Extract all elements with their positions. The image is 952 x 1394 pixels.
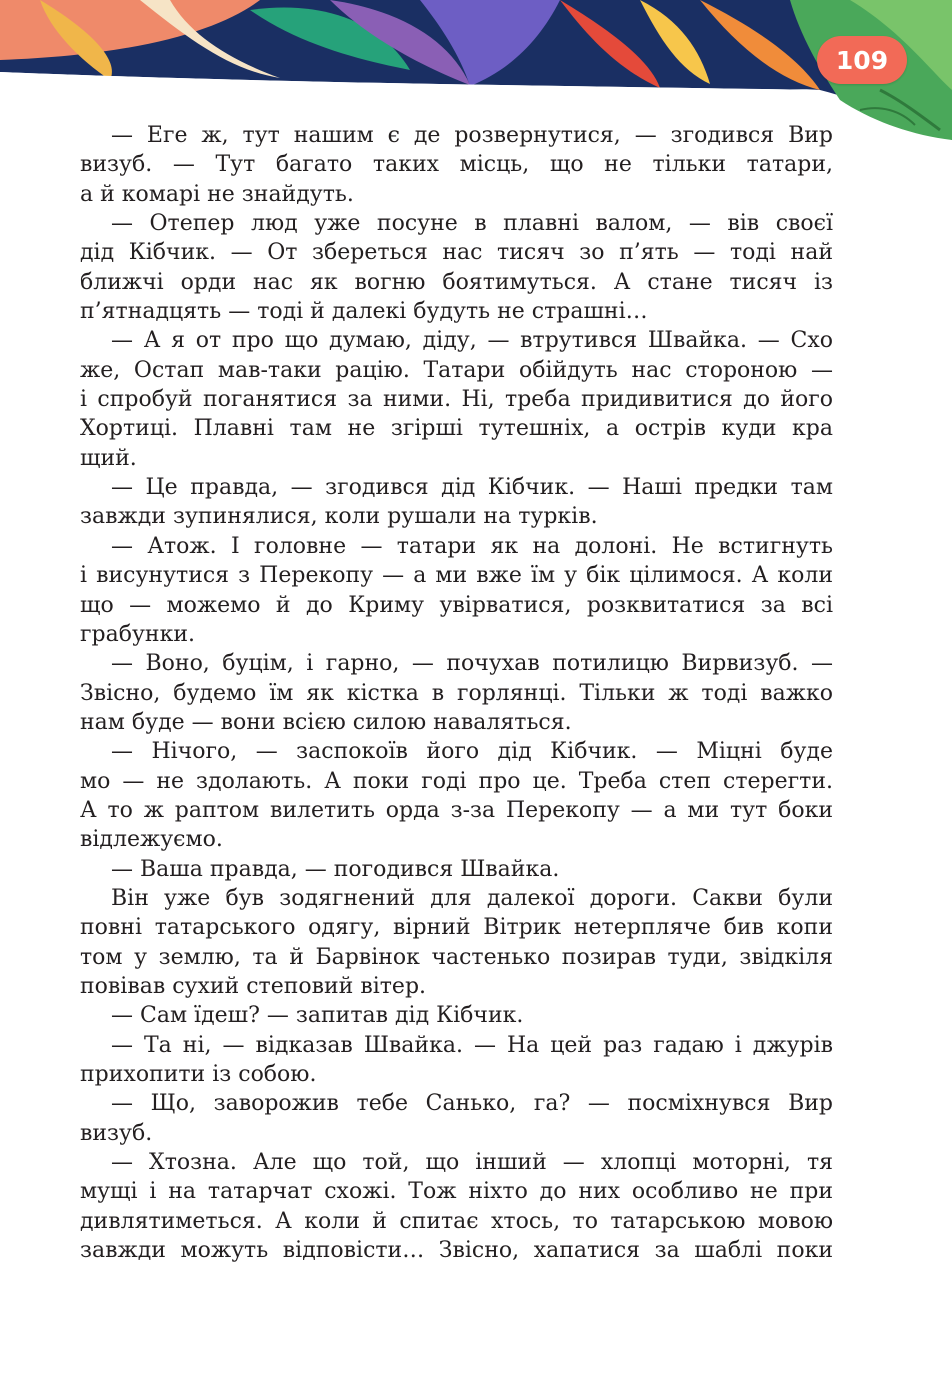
text-line: визуб. — Тут багато таких місць, що не тільки татари, <box>80 152 833 178</box>
text-line: дивлятиметься. А коли й спитає хтось, то татарською мовою <box>80 1208 833 1234</box>
text-line: прихопити із собою. <box>80 1062 317 1087</box>
text-line: — Сам їдеш? — запитав дід Кібчик. <box>111 1003 524 1029</box>
text-line: щий. <box>80 445 137 471</box>
text-line: — Еге ж, тут нашим є де розвернутися, — згодився Вир <box>111 123 833 148</box>
body-text <box>80 121 833 1265</box>
text-line: що — можемо й до Криму увірватися, розквитатися за всі <box>80 592 833 618</box>
text-line: Хортиці. Плавні там не згірші тутешніх, а острів куди кра <box>80 416 833 442</box>
text-line: — Це правда, — згодився дід Кібчик. — Наші предки там <box>111 475 833 501</box>
text-line: відлежуємо. <box>80 827 223 853</box>
text-line: завжди зупинялися, коли рушали на турків. <box>80 504 598 530</box>
text-line: дід Кібчик. — От збереться нас тисяч зо п’ять — тоді най <box>80 240 833 266</box>
text-line: — А я от про що думаю, діду, — втрутився Швайка. — Схо <box>111 328 833 354</box>
text-line: завжди можуть відповісти… Звісно, хапатися за шаблі поки <box>80 1238 833 1264</box>
text-line: а й комарі не знайдуть. <box>80 181 354 207</box>
decorative-banner <box>0 0 952 140</box>
text-line: — Ваша правда, — погодився Швайка. <box>111 856 560 882</box>
text-line: і висунутися з Перекопу — а ми вже їм у бік цілимося. А коли <box>80 563 833 589</box>
text-line: — Що, заворожив тебе Санько, га? — посміхнувся Вир <box>111 1091 833 1117</box>
text-line: ближчі орди нас як вогню боятимуться. А стане тисяч із <box>80 269 833 295</box>
text-line: визуб. <box>80 1120 153 1146</box>
text-line: — Та ні, — відказав Швайка. — На цей раз гадаю і джурів <box>111 1032 833 1058</box>
text-line: — Нічого, — заспокоїв його дід Кібчик. — Міцні буде <box>111 739 833 765</box>
text-line: — Отепер люд уже посуне в плавні валом, — вів своєї <box>111 211 833 237</box>
text-line: А то ж раптом вилетить орда з-за Перекопу — а ми тут боки <box>80 797 833 823</box>
text-line: і спробуй поганятися за ними. Ні, треба придивитися до його <box>80 387 833 413</box>
text-line: повні татарського одягу, вірний Вітрик нетерпляче бив копи <box>80 915 833 941</box>
text-line: мо — не здолають. А поки годі про це. Треба степ стерегти. <box>80 768 833 794</box>
text-line: Він уже був зодягнений для далекої дороги. Сакви були <box>111 885 833 911</box>
text-line: мущі і на татарчат схожі. Тож ніхто до них особливо не при <box>80 1179 833 1205</box>
text-line: грабунки. <box>80 621 195 647</box>
text-line: — Атож. І головне — татари як на долоні. Не встигнуть <box>111 533 833 559</box>
text-line: — Хтозна. Але що той, що інший — хлопці моторні, тя <box>111 1150 833 1176</box>
text-line: п’ятнадцять — тоді й далекі будуть не страшні… <box>80 299 648 325</box>
page-number-badge: 109 <box>817 36 907 84</box>
text-line: нам буде — вони всією силою наваляться. <box>80 709 572 735</box>
text-line: повівав сухий степовий вітер. <box>80 973 427 999</box>
text-line: Звісно, будемо їм як кістка в горлянці. Тільки ж тоді важко <box>80 680 833 706</box>
text-line: том у землю, та й Барвінок частенько позирав туди, звідкіля <box>80 944 833 970</box>
text-line: — Воно, буцім, і гарно, — почухав потилицю Вирвизуб. — <box>111 651 833 677</box>
text-line: же, Остап мав-таки рацію. Татари обійдуть нас стороною — <box>80 357 833 383</box>
